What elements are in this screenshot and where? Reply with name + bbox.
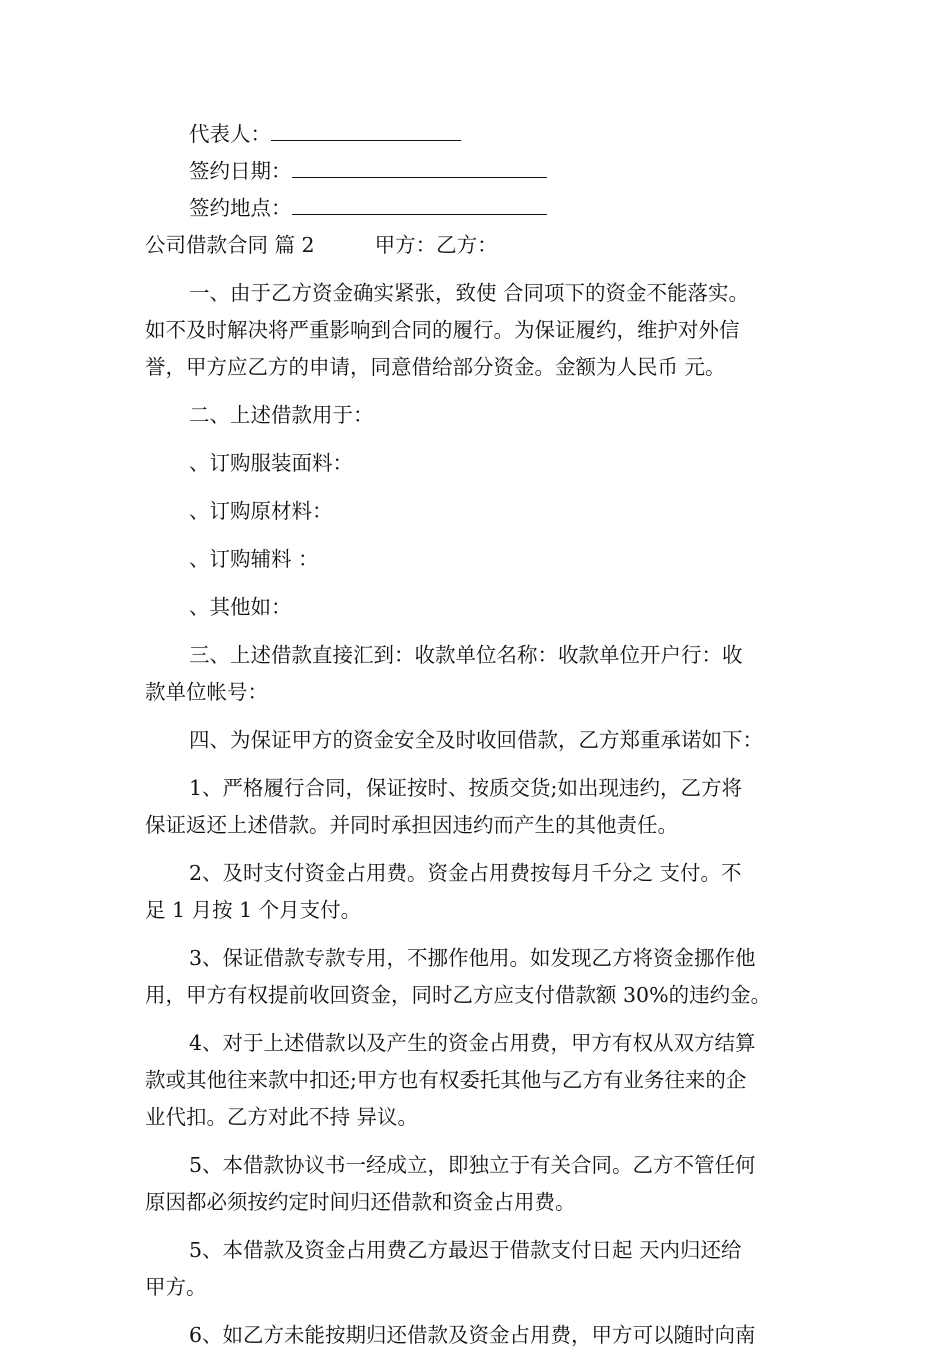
- clause-line: 保证返还上述借款。并同时承担因违约而产生的其他责任。: [145, 813, 678, 837]
- signing-date-blank: [292, 153, 547, 178]
- clause-line: 、订购服装面料：: [189, 451, 353, 475]
- clause-line: 三、上述借款直接汇到：收款单位名称：收款单位开户行：收: [189, 643, 743, 667]
- signing-date-label: 签约日期：: [189, 159, 292, 183]
- signing-place-row: [145, 190, 810, 227]
- clause-paragraph: [145, 397, 810, 434]
- clause-line: 5、本借款及资金占用费乙方最迟于借款支付日起 天内归还给: [189, 1238, 742, 1262]
- clause-line: 、订购原材料：: [189, 499, 333, 523]
- clause-line: 如不及时解决将严重影响到合同的履行。为保证履约，维护对外信: [145, 318, 740, 342]
- clause-line: 、其他如：: [189, 595, 292, 619]
- clause-paragraph: [145, 722, 810, 759]
- clause-line: 四、为保证甲方的资金安全及时收回借款，乙方郑重承诺如下：: [189, 728, 763, 752]
- clause-line: 2、及时支付资金占用费。资金占用费按每月千分之 支付。不: [189, 861, 742, 885]
- clause-line: 、订购辅料 ：: [189, 547, 319, 571]
- clause-paragraph: [145, 1147, 810, 1221]
- clause-line: 二、上述借款用于：: [189, 403, 374, 427]
- signing-place-blank: [292, 190, 547, 215]
- contract-header-line: [145, 227, 810, 264]
- clause-line: 业代扣。乙方对此不持 异议。: [145, 1105, 419, 1129]
- clause-line: 3、保证借款专款专用，不挪作他用。如发现乙方将资金挪作他: [189, 946, 756, 970]
- clause-paragraph: [145, 637, 810, 711]
- signing-date-row: [145, 153, 810, 190]
- clause-line: 用，甲方有权提前收回资金，同时乙方应支付借款额 30%的违约金。: [145, 983, 772, 1007]
- clause-line: 誉，甲方应乙方的申请，同意借给部分资金。金额为人民币 元。: [145, 355, 726, 379]
- clause-line: 6、如乙方未能按期归还借款及资金占用费，甲方可以随时向南: [189, 1323, 756, 1347]
- representative-row: [145, 116, 810, 153]
- party-a-label: 甲方：: [374, 233, 437, 257]
- party-b-label: 乙方：: [436, 233, 498, 257]
- clause-line: 甲方。: [145, 1275, 207, 1299]
- clause-paragraph: [145, 855, 810, 929]
- clause-paragraph: [145, 445, 810, 482]
- clause-line: 4、对于上述借款以及产生的资金占用费，甲方有权从双方结算: [189, 1031, 756, 1055]
- representative-blank: [271, 116, 461, 141]
- clause-paragraph: [145, 493, 810, 530]
- clause-line: 5、本借款协议书一经成立，即独立于有关合同。乙方不管任何: [189, 1153, 756, 1177]
- clause-line: 足 1 月按 1 个月支付。: [145, 898, 362, 922]
- clause-line: 款单位帐号：: [145, 680, 268, 704]
- clause-paragraph: [145, 940, 810, 1014]
- clause-paragraph: [145, 1317, 810, 1354]
- representative-label: 代表人：: [189, 122, 271, 146]
- clause-line: 一、由于乙方资金确实紧张，致使 合同项下的资金不能落实。: [189, 281, 750, 305]
- clause-line: 款或其他往来款中扣还;甲方也有权委托其他与乙方有业务往来的企: [145, 1068, 747, 1092]
- document-body: [145, 116, 810, 1365]
- clause-paragraph: [145, 770, 810, 844]
- clause-paragraph: [145, 589, 810, 626]
- contract-title: 公司借款合同 篇 2: [145, 233, 315, 257]
- contract-clauses: [145, 275, 810, 1365]
- clause-paragraph: [145, 1232, 810, 1306]
- clause-paragraph: [145, 1025, 810, 1136]
- clause-paragraph: [145, 275, 810, 386]
- signing-place-label: 签约地点：: [189, 196, 292, 220]
- clause-line: 1、严格履行合同，保证按时、按质交货;如出现违约，乙方将: [189, 776, 742, 800]
- clause-line: 原因都必须按约定时间归还借款和资金占用费。: [145, 1190, 576, 1214]
- clause-paragraph: [145, 541, 810, 578]
